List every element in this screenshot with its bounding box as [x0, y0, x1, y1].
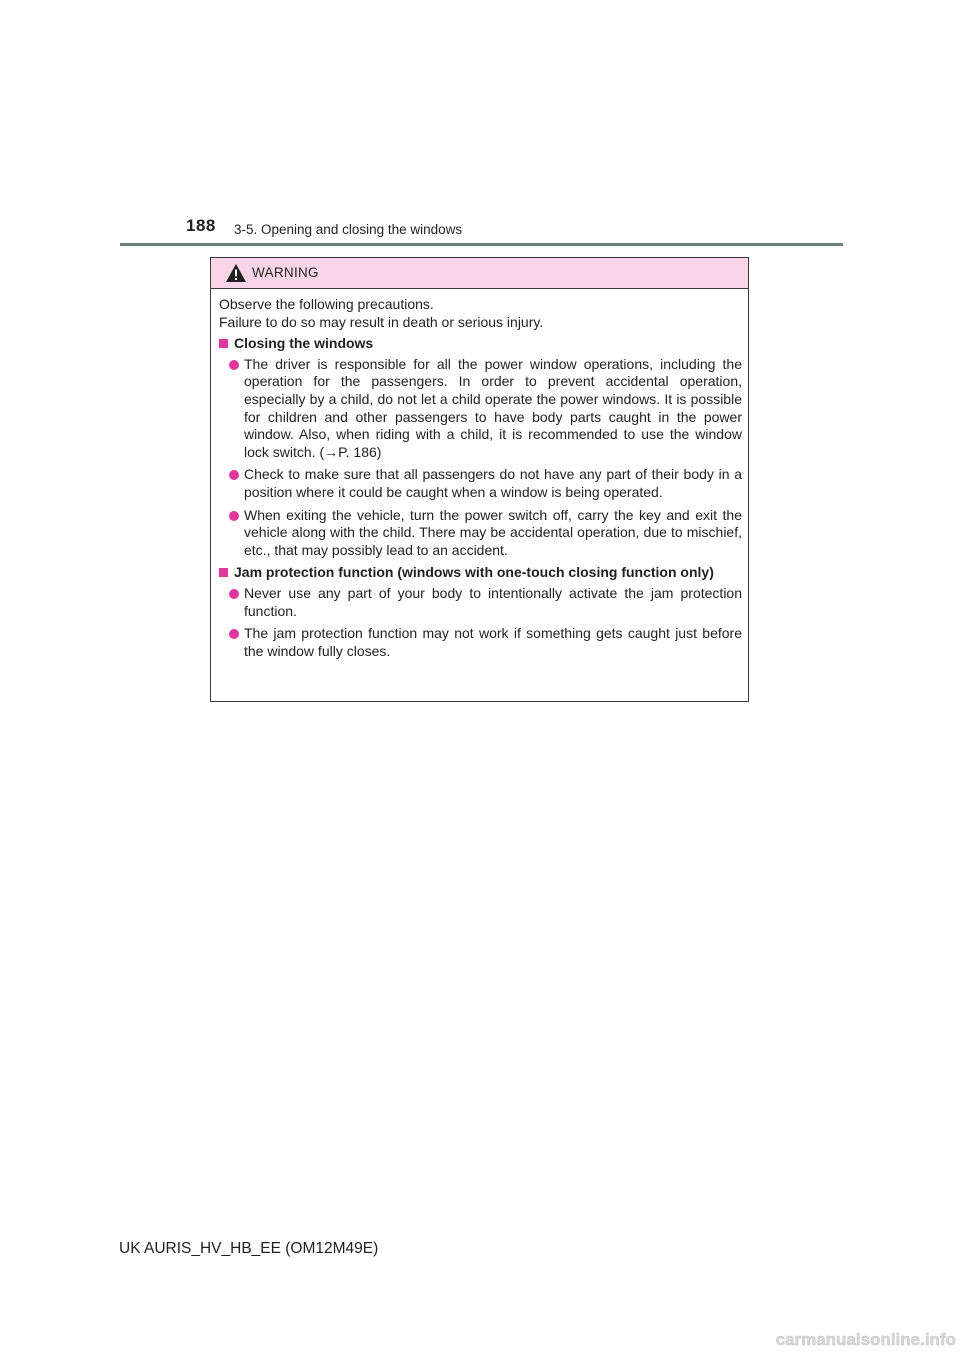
- section-heading: [219, 335, 742, 353]
- warning-header: [211, 258, 748, 289]
- list-item: [229, 585, 742, 620]
- intro-line: Failure to do so may result in death or serious injury.: [219, 313, 544, 330]
- circle-bullet-icon: [229, 629, 239, 639]
- section-title: 3-5. Opening and closing the windows: [234, 222, 463, 237]
- circle-bullet-icon: [229, 511, 239, 521]
- watermark-logo: [738, 1323, 958, 1353]
- section-heading-text: Jam protection function (windows with one-touch closing function only): [234, 564, 714, 581]
- list-item: [229, 356, 742, 462]
- footer-model-code: UK AURIS_HV_HB_EE (OM12M49E): [119, 1240, 379, 1257]
- list-item-text: The driver is responsible for all the power window operations, including the operation for the passengers. In order to prevent accidental operation, especially by a child, do not let a child operate the power windows. It is possible for children and other passengers to have body parts caught in the power window. Also, when riding with a child, it is recommended to use the window lock switch. (→P. 186): [244, 355, 742, 460]
- list-item: [229, 466, 742, 501]
- list-item-text: Check to make sure that all passengers do not have any part of their body in a position where it could be caught when a window is being operated.: [244, 466, 742, 500]
- list-item: [229, 507, 742, 560]
- square-bullet-icon: [219, 339, 228, 348]
- warning-intro: [219, 296, 742, 331]
- watermark-text: carmanualsonline.info: [775, 1330, 956, 1349]
- section-heading: [219, 564, 742, 582]
- section-heading-text: Closing the windows: [234, 335, 374, 352]
- header-rule: [120, 243, 843, 246]
- circle-bullet-icon: [229, 589, 239, 599]
- warning-label: WARNING: [252, 265, 319, 280]
- list-item: [229, 625, 742, 660]
- list-item-text: The jam protection function may not work if something gets caught just before the window fully closes.: [244, 625, 742, 659]
- page-number: 188: [186, 216, 216, 235]
- circle-bullet-icon: [229, 470, 239, 480]
- square-bullet-icon: [219, 568, 228, 577]
- warning-body: [211, 289, 748, 660]
- intro-line: Observe the following precautions.: [219, 296, 434, 312]
- circle-bullet-icon: [229, 360, 239, 370]
- list-item-text: When exiting the vehicle, turn the power switch off, carry the key and exit the vehicle along with the child. There may be accidental operation, due to mischief, etc., that may possibly lead to an accident.: [244, 506, 742, 558]
- list-item-text: Never use any part of your body to intentionally activate the jam protection function.: [244, 584, 742, 619]
- warning-box: [210, 257, 749, 702]
- warning-triangle-icon: [225, 263, 247, 283]
